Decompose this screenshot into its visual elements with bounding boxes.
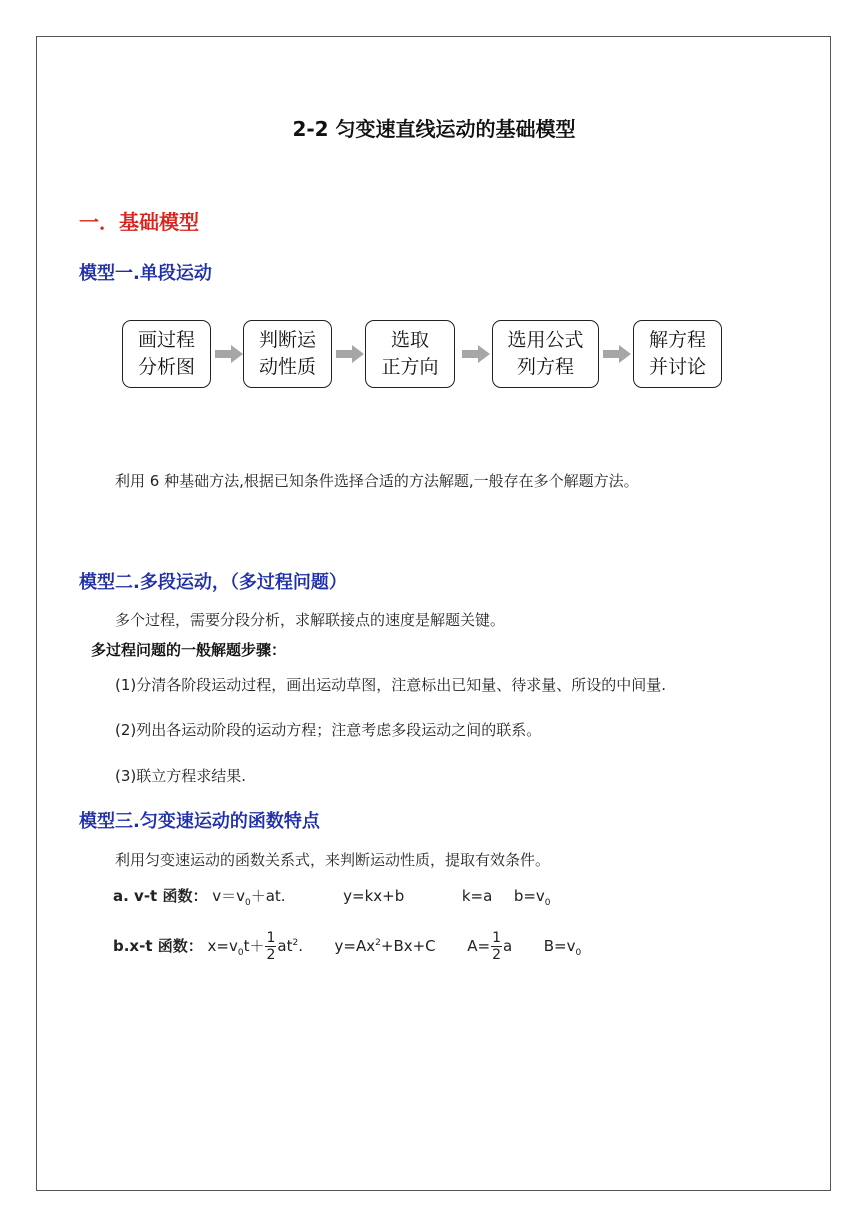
model3-intro: 利用匀变速运动的函数关系式，来判断运动性质，提取有效条件。	[115, 851, 551, 869]
B-equation: $B=v_0$	[543, 937, 582, 958]
flow-step-3-line2: 正方向	[381, 356, 439, 378]
vt-function-label: a. v-t 函数：	[113, 887, 208, 905]
vt-function-row	[113, 885, 551, 908]
model2-step-1: (1)分清各阶段运动过程，画出运动草图，注意标出已知量、待求量、所设的中间量.	[115, 676, 667, 694]
flow-step-3	[365, 320, 455, 388]
arrow-right-icon	[336, 345, 364, 363]
k-equation: k=a	[461, 887, 493, 905]
model1-heading: 模型一.单段运动	[79, 263, 212, 284]
A-equation: A= $\frac{1}{2}$ a	[467, 930, 513, 963]
vt-formula: $v=v_0+at$.	[212, 887, 286, 908]
arrow-right-icon	[603, 345, 631, 363]
fraction-one-half: $\frac{1}{2}$	[492, 930, 501, 963]
model2-steps-title: 多过程问题的一般解题步骤：	[91, 641, 287, 659]
xt-function-label: b.x-t 函数：	[113, 937, 203, 955]
flow-step-4	[492, 320, 599, 388]
flow-step-5-line2: 并讨论	[648, 356, 706, 378]
arrow-right-icon	[462, 345, 490, 363]
flow-step-2-line1: 判断运	[258, 329, 316, 351]
flow-step-4-line2: 列方程	[516, 356, 574, 378]
arrow-right-icon	[215, 345, 243, 363]
flow-step-1-line1: 画过程	[137, 329, 195, 351]
model2-step-2: (2)列出各运动阶段的运动方程；注意考虑多段运动之间的联系。	[115, 721, 542, 739]
model2-intro: 多个过程，需要分段分析，求解联接点的速度是解题关键。	[115, 611, 506, 629]
b-equation: $b=v_0$	[513, 887, 551, 908]
flow-step-1	[122, 320, 211, 388]
fraction-one-half: $\frac{1}{2}$	[266, 930, 276, 963]
flow-step-5	[633, 320, 722, 388]
xt-formula: $x=v_0t+$ $\frac{1}{2}$ $at^2$.	[207, 930, 303, 963]
document-title: 2-2 匀变速直线运动的基础模型	[292, 117, 576, 141]
model2-step-3: (3)联立方程求结果.	[115, 767, 247, 785]
flow-step-2	[243, 320, 332, 388]
flow-step-2-line2: 动性质	[258, 356, 316, 378]
flow-step-1-line2: 分析图	[137, 356, 195, 378]
quadratic-formula: $y=Ax^2+Bx+C$	[334, 937, 436, 955]
flow-step-4-line1: 选用公式	[507, 329, 584, 351]
linear-formula: y=kx+b	[343, 887, 405, 905]
xt-function-row	[113, 930, 581, 963]
flow-step-3-line1: 选取	[390, 329, 429, 351]
flow-step-5-line1: 解方程	[648, 329, 706, 351]
model2-heading: 模型二.多段运动，（多过程问题）	[79, 572, 347, 593]
model1-note: 利用 6 种基础方法,根据已知条件选择合适的方法解题,一般存在多个解题方法。	[115, 472, 639, 490]
section-heading: 一．基础模型	[79, 210, 199, 234]
model3-heading: 模型三.匀变速运动的函数特点	[79, 811, 320, 832]
